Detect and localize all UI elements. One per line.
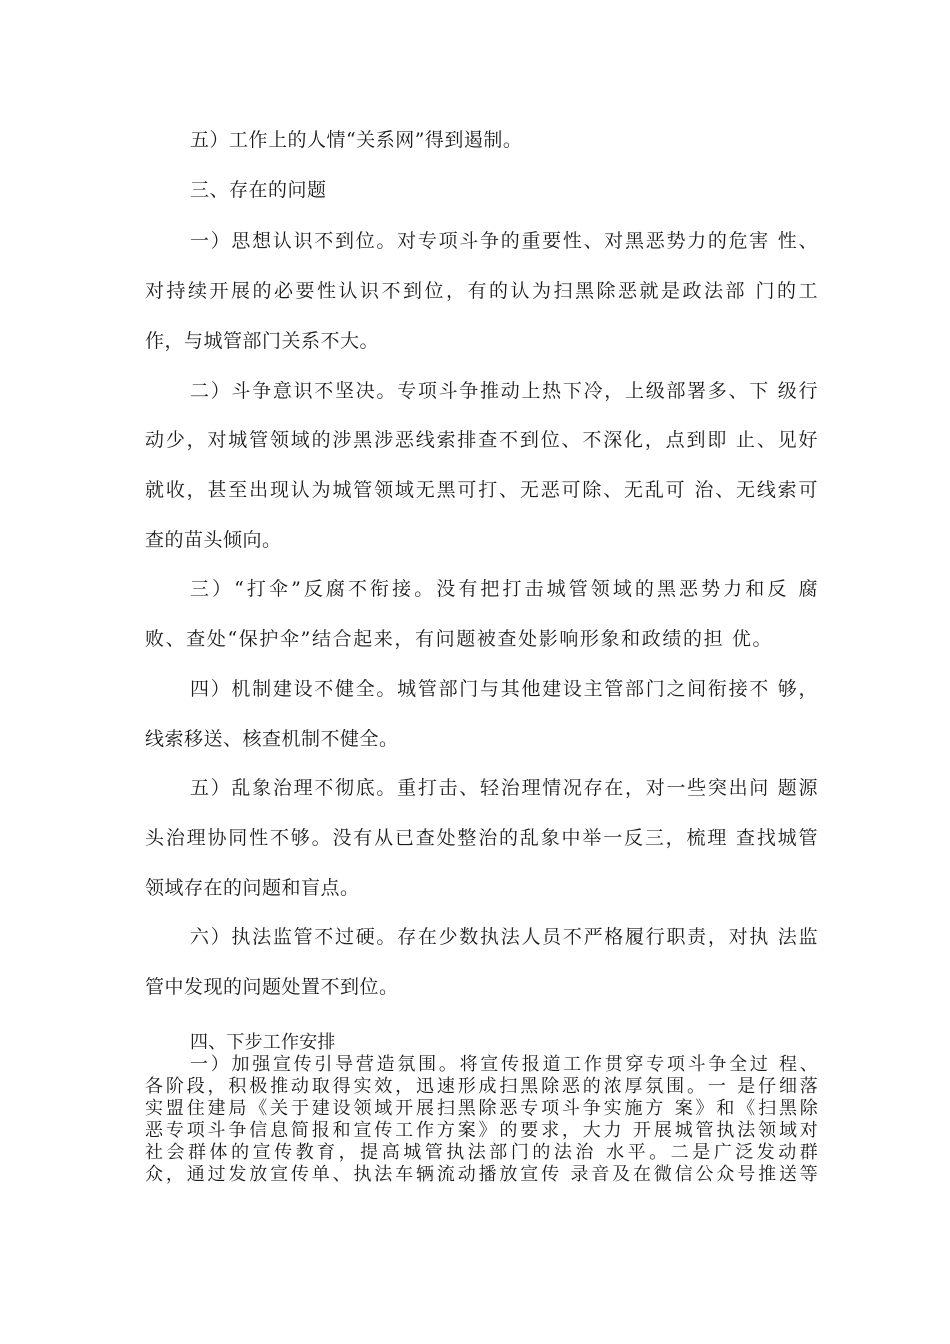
- text-line: 领域存在的问题和盲点。: [145, 877, 360, 899]
- text-line: 对持续开展的必要性认识不到位，有的认为扫黑除恶就是政法部 门的工: [145, 280, 818, 302]
- section-heading: 四、下步工作安排: [190, 1032, 336, 1053]
- section-heading: 三、存在的问题: [190, 179, 327, 201]
- text-line: 众，通过发放宣传单、执法车辆流动播放宣传 录音及在微信公众号推送等: [145, 1164, 818, 1185]
- text-line: 作，与城管部门关系不大。: [145, 330, 380, 352]
- text-line: 社会群体的宣传教育，提高城管执法部门的法治 水平。二是广泛发动群: [145, 1142, 818, 1163]
- text-line: 头治理协同性不够。没有从已查处整治的乱象中举一反三，梳理 查找城管: [145, 827, 818, 849]
- text-line: 实盟住建局《关于建设领域开展扫黑除恶专项斗争实施方 案》和《扫黑除: [145, 1098, 818, 1119]
- text-line: 管中发现的问题处置不到位。: [145, 976, 399, 998]
- text-line: 查的苗头倾向。: [145, 529, 282, 551]
- text-line: 线索移送、核查机制不健全。: [145, 728, 399, 750]
- text-line: 四）机制建设不健全。城管部门与其他建设主管部门之间衔接不 够，: [190, 678, 818, 700]
- text-line: 二）斗争意识不坚决。专项斗争推动上热下冷，上级部署多、下 级行: [190, 380, 818, 402]
- text-line: 六）执法监管不过硬。存在少数执法人员不严格履行职责，对执 法监: [190, 926, 818, 948]
- text-line: 败、查处“保护伞”结合起来，有问题被查处影响形象和政绩的担 优。: [145, 628, 772, 650]
- text-line: 五）乱象治理不彻底。重打击、轻治理情况存在，对一些突出问 题源: [190, 777, 818, 799]
- text-line: 三）“打伞”反腐不衔接。没有把打击城管领域的黑恶势力和反 腐: [190, 578, 818, 600]
- text-line: 一）加强宣传引导营造氛围。将宣传报道工作贯穿专项斗争全过 程、: [190, 1054, 818, 1075]
- text-line: 恶专项斗争信息简报和宣传工作方案》的要求，大力 开展城管执法领域对: [145, 1120, 818, 1141]
- text-line: 五）工作上的人情“关系网”得到遏制。: [190, 129, 523, 151]
- text-line: 就收，甚至出现认为城管领域无黑可打、无恶可除、无乱可 治、无线索可: [145, 479, 818, 501]
- text-line: 各阶段，积极推动取得实效，迅速形成扫黑除恶的浓厚氛围。一 是仔细落: [145, 1076, 818, 1097]
- text-line: 动少，对城管领域的涉黑涉恶线索排查不到位、不深化，点到即 止、见好: [145, 429, 818, 451]
- text-line: 一）思想认识不到位。对专项斗争的重要性、对黑恶势力的危害 性、: [190, 230, 818, 252]
